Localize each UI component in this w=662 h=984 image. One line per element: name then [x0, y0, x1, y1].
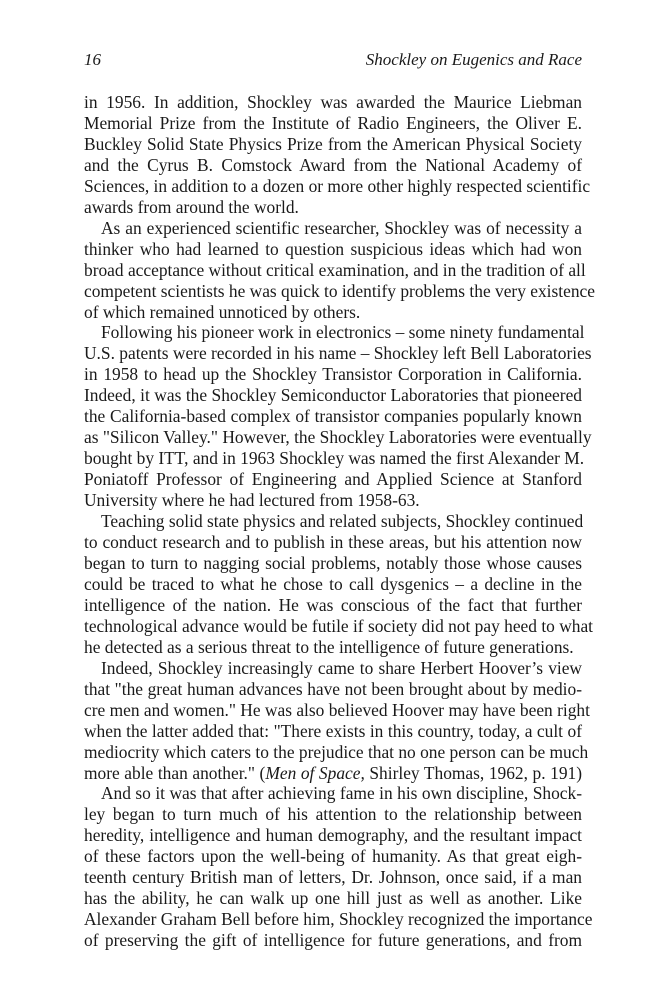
text-line: thinker who had learned to question suspicious ideas which had won	[84, 238, 582, 259]
text-line: competent scientists he was quick to identify problems the very existence	[84, 280, 595, 301]
text-line: Poniatoff Professor of Engineering and Applied Science at Stanford	[84, 469, 582, 490]
text-line: Alexander Graham Bell before him, Shockley recognized the importance	[84, 909, 593, 930]
text-line: bought by ITT, and in 1963 Shockley was named the first Alexander M.	[84, 448, 585, 469]
text-line	[84, 763, 582, 784]
text-line: of these factors upon the well-being of humanity. As that great eigh-	[84, 846, 582, 867]
text-line: mediocrity which caters to the prejudice that no one person can be much	[84, 741, 589, 762]
text-line: Sciences, in addition to a dozen or more other highly respected scientific	[84, 175, 591, 196]
text-line: when the latter added that: "There exists in this country, today, a cult of	[84, 720, 582, 741]
text-line: University where he had lectured from 1958-63.	[84, 490, 420, 511]
text-line: intelligence of the nation. He was conscious of the fact that further	[84, 594, 582, 615]
text-line: has the ability, he can walk up one hill just as well as another. Like	[84, 888, 582, 909]
text-line: technological advance would be futile if society did not pay heed to what	[84, 615, 593, 636]
text-line: of preserving the gift of intelligence for future generations, and from	[84, 930, 582, 951]
text-line: of which remained unnoticed by others.	[84, 301, 361, 322]
text-line: cre men and women." He was also believed Hoover may have been right	[84, 699, 590, 720]
text-line: Following his pioneer work in electronics – some ninety fundamental	[101, 322, 585, 343]
text-line-segment: more able than another." (	[84, 762, 266, 783]
body-text	[84, 92, 595, 951]
citation-title: Men of Space,	[265, 762, 365, 783]
text-line: Teaching solid state physics and related subjects, Shockley continued	[101, 511, 584, 532]
text-line: U.S. patents were recorded in his name – Shockley left Bell Laboratories	[84, 343, 592, 364]
text-line: he detected as a serious threat to the intelligence of future generations.	[84, 636, 574, 657]
text-line: the California-based complex of transistor companies popularly known	[84, 406, 582, 427]
text-line: and the Cyrus B. Comstock Award from the National Academy of	[84, 154, 582, 175]
text-line: Indeed, Shockley increasingly came to share Herbert Hoover’s view	[101, 657, 582, 678]
text-line: broad acceptance without critical examination, and in the tradition of all	[84, 259, 586, 280]
text-line: as "Silicon Valley." However, the Shockley Laboratories were eventually	[84, 427, 592, 448]
text-line: As an experienced scientific researcher, Shockley was of necessity a	[101, 217, 582, 238]
running-title: Shockley on Eugenics and Race	[365, 50, 582, 69]
text-line: And so it was that after achieving fame in his own discipline, Shock-	[101, 783, 582, 804]
text-line: Buckley Solid State Physics Prize from the American Physical Society	[84, 133, 582, 154]
text-line: Indeed, it was the Shockley Semiconductor Laboratories that pioneered	[84, 385, 582, 406]
text-line: heredity, intelligence and human demography, and the resultant impact	[84, 825, 582, 846]
text-line: to conduct research and to publish in these areas, but his attention now	[84, 532, 582, 553]
text-line: that "the great human advances have not been brought about by medio-	[84, 678, 582, 699]
text-line: awards from around the world.	[84, 196, 299, 217]
text-line-segment: Shirley Thomas, 1962, p. 191)	[364, 762, 583, 783]
text-line: in 1958 to head up the Shockley Transistor Corporation in California.	[84, 364, 582, 385]
text-line: teenth century British man of letters, Dr. Johnson, once said, if a man	[84, 867, 582, 888]
text-line: ley began to turn much of his attention to the relationship between	[84, 804, 582, 825]
text-line: could be traced to what he chose to call dysgenics – a decline in the	[84, 573, 582, 594]
text-line: Memorial Prize from the Institute of Radio Engineers, the Oliver E.	[84, 112, 582, 133]
page-number: 16	[84, 50, 101, 69]
text-line: began to turn to nagging social problems, notably those whose causes	[84, 552, 582, 573]
running-head	[84, 50, 582, 74]
text-line: in 1956. In addition, Shockley was awarded the Maurice Liebman	[84, 92, 582, 112]
